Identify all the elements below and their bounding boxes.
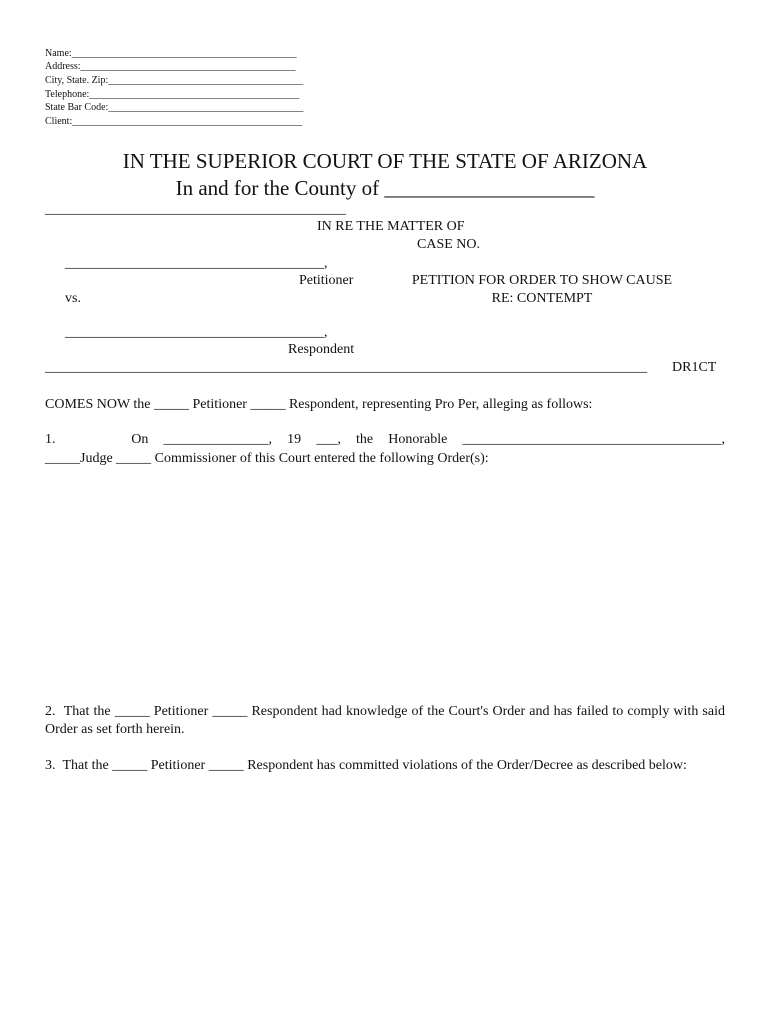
- comes-now-paragraph: COMES NOW the _____ Petitioner _____ Respondent, representing Pro Per, alleging as follows:: [45, 397, 593, 412]
- item-2-paragraph: 2. That the _____ Petitioner _____ Respondent had knowledge of the Court's Order and has failed to comply with said Order as set forth herein.: [45, 704, 725, 737]
- petition-title-line1: PETITION FOR ORDER TO SHOW CAUSE: [411, 273, 673, 288]
- respondent-label: Respondent: [288, 342, 355, 357]
- county-line: In and for the County of ____________________: [175, 176, 595, 200]
- item-3-paragraph: 3. That the _____ Petitioner _____ Respondent has committed violations of the Order/Decree as described below:: [45, 758, 687, 773]
- item-1-line-1: 1. On _______________, 19 ___, the Honorable _____________________________________,: [45, 432, 725, 447]
- caption-bottom-rule: ______________________________________________________________________________________: [45, 360, 647, 375]
- in-re-label: IN RE THE MATTER OF: [317, 219, 465, 234]
- petition-title-line2: RE: CONTEMPT: [491, 291, 593, 306]
- attorney-address-field: Address:___________________________________________: [45, 61, 296, 72]
- case-number-label: CASE NO.: [417, 237, 481, 252]
- attorney-name-field: Name:_____________________________________________: [45, 48, 297, 59]
- form-code: DR1CT: [672, 360, 717, 375]
- petitioner-name-line: _____________________________________,: [65, 256, 328, 271]
- attorney-city-state-zip-field: City, State. Zip:_______________________________________: [45, 75, 304, 86]
- item-1-line-2: _____Judge _____ Commissioner of this Court entered the following Order(s):: [45, 451, 489, 466]
- versus-label: vs.: [65, 291, 81, 306]
- caption-top-rule: ___________________________________________: [45, 202, 346, 217]
- attorney-telephone-field: Telephone:__________________________________________: [45, 89, 300, 100]
- respondent-name-line: _____________________________________,: [65, 325, 328, 340]
- petitioner-label: Petitioner: [299, 273, 354, 288]
- attorney-state-bar-code-field: State Bar Code:_______________________________________: [45, 102, 304, 113]
- attorney-client-field: Client:______________________________________________: [45, 116, 303, 127]
- court-title: IN THE SUPERIOR COURT OF THE STATE OF ARIZONA: [122, 149, 648, 173]
